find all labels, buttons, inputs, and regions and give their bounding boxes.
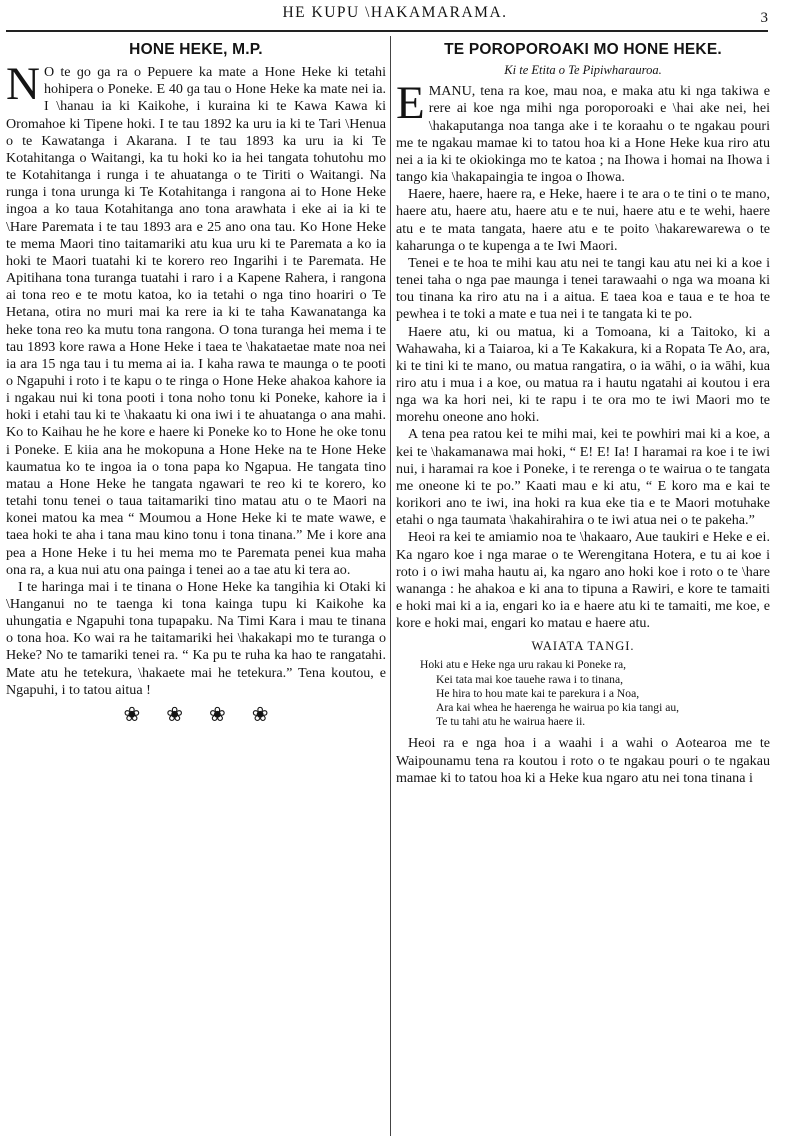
verse-line: Ara kai whea he haerenga he wairua po kia tangi au, — [436, 701, 680, 715]
column-divider — [390, 36, 391, 1136]
article-paragraph — [396, 77, 770, 186]
article-title: TE POROPOROAKI MO HONE HEKE. — [444, 41, 722, 58]
article-paragraph: A tena pea ratou kei te mihi mai, kei te powhiri mai ki a koe, a kei te \hakamanawa mai hoki, “ E! E! Ia! I haramai ra koe i te iwi nui, i haramai ra koe i Poneke, i te rerenga o te wairua o te tangata me oneone ki te po.” Kaati mau e ki atu, “ E koro ma e kai te korikori ano te iwi, ina hoki ra kua eke tia e te Maori motuhake etahi o nga taumata \hakahirahira o te iwi atua nei o te pakeha.” — [396, 426, 770, 529]
song-verse — [396, 658, 770, 729]
running-title: HE KUPU \HAKAMARAMA. — [282, 4, 508, 21]
paragraph-text: O te ɡo ɡa ra o Pepuere ka mate a Hone Heke ki tetahi hohipera o Poneke. E 40 ɡa tau o Hone Heke ka mate nei ia. I \hanau ia ki Kaikohe, i kuraina ki te Kawa Kawa ki Oromahoe ki Tipene hoki. I te tau 1892 ka uru ia ki te Tari \Henua o te Kawatanga i Akarana. I te tau 1893 ka uru ia ki Te Kotahitanga o Waitangi, ka tu hoki ko ia hei tangata tohutohu mo te Kotahitanga i runga i te ahuatanga o te Tiriti o Waitangi. Na runga i tona urunga ki Te Kotahitanga i rangona ai to Hone Heke ingoa a ko taua Kotahitanga ano tona arawhata i eke ai ia ki te \Hare Paremata i te tau 1893 ara e 25 ano ona tau. Ko Hone Heke te mema Maori tino taitamariki atu kua uru ki te Paremata a ko ia hoki te Maori tuatahi ki te korero reo Ingarihi i te Paremata. He Apitihana tona turanga tuatahi i raro i a Kapene Rahera, i rangona ai tona reo e te motu katoa, ko ia tetahi o nga tino hoariri o Te Hetana, otira no muri mai ka rere ia ki te taha Kawanatanga ka heke tona reo ka mutu tona rangona. O tona turanga hei mema i te tau 1893 kore rawa a Hone Heke i taea te \hakataetae mate noa nei ia ara 15 nga tau i tu mema ai ia. I kaha rawa te maunga o te pooti o Ngapuhi i roto i te kapu o te ringa o Hone Heke ahakoa kahore ia i ngakau nui ki tona pooti i tona noho tonu ki Poneke, kahore ia i hoki i etahi tau ki te \hakaatu ki ona iwi i te ahuatanga o ana mahi. Ko to Kaihau he he kore e haere ki Poneke ko to Hone he oke tonu i Poneke. E kiia ana he mokopuna a Hone Heke na te Hone Heke kaumatua ko te ingoa ia o tona papa ko Ngapua. He tangata tino matau a Hone Heke he tangata ngawari te reo ki te korero, ko tetahi tonu tenei o taua taitamariki tino matau atu o te Maori na konei matou ka mea “ Moumou a Hone Heke ki te mate wawe, e taea hoki te aha i tana mau kino tonu i tona tinana.” Me i kore ana pea a Hone Heke i tu hei mema mo te Paremata penei kua maha ona ra, a kua nui atu ona painga i tenei ao a tae atu ki tera ao. — [6, 64, 386, 578]
fleuron-icon: ❀ — [123, 703, 167, 726]
article-title: HONE HEKE, M.P. — [129, 41, 263, 58]
article-paragraph — [6, 58, 386, 579]
drop-cap: E — [396, 77, 425, 130]
verse-line: Kei tata mai koe tauehe rawa i to tinana, — [436, 672, 624, 686]
header-rule — [6, 30, 768, 32]
article-poroporoaki — [396, 38, 770, 787]
verse-line: Hoki atu e Heke nga uru rakau ki Poneke ra, — [420, 658, 627, 672]
article-paragraph: Haere atu, ki ou matua, ki a Tomoana, ki a Taitoko, ki a Wahawaha, ki a Taiaroa, ki a Te Kakakura, ki a Ropata Te Ao, ara, ki te tini ki te mano, ou matua rangatira, o ia wāhi, o ia wāhi, kua riro atu i mua i a koe, ou matua ra i hautu ngatahi ai koutou i era nga wa ka hori nei, ki te rapu i te ora mo te iwi Maori mo te morehu oneone ano hoki. — [396, 323, 770, 426]
fleuron-icon: ❀ — [251, 703, 295, 726]
paragraph-text: MANU, tena ra koe, mau noa, e maka atu ki nga takiwa e rere ai koe nga mihi nga poroporoaki e \hai ake nei, hei \hakaputanga noa tanga ake i te koraahu o te ngakau pouri me te ngakau mamae ki to tatou hoa ki a Hone Heke kua riro atu nei a ia ki te okiokinga mo te katoa ; na Ihowa i homai na Ihowa i tango kia \hakapaingia te ingoa o Ihowa. — [396, 83, 770, 186]
fleuron-icon: ❀ — [209, 703, 252, 726]
verse-line: Te tu tahi atu he wairua haere ii. — [436, 715, 586, 729]
article-byline: Ki te Etita o Te Pipiwharauroa. — [504, 63, 662, 78]
song-title: WAIATA TANGI. — [531, 639, 635, 654]
ornament-row — [6, 703, 386, 726]
article-paragraph: Heoi ra kei te amiamio noa te \hakaaro, Aue taukiri e Heke e ei. Ka ngaro koe i nga marae o te Werengitana Hotera, e tu ai koe i roto i o iwi maha hautu ai, ka ngaro ano hoki koe i roto o te \hare wananga : he ahakoa e ki ana to tipuna a Rawiri, e kore te tamaiti e hoki mai ki a ia, engari ko ia e haere atu ki te tamaiti, me koe, e kore e hoki mai, engari ko matau e haere atu. — [396, 529, 770, 632]
article-paragraph: Haere, haere, haere ra, e Heke, haere i te ara o te tini o te mano, haere atu, haere atu, haere atu e te nui, haere atu e te wehi, haere atu e te mata tangata, haere atu e te poito \hakarewarewa o te kaharunga o te kupenga a te Iwi Maori. — [396, 186, 770, 254]
article-hone-heke — [6, 38, 386, 724]
drop-cap: N — [6, 58, 40, 111]
article-paragraph: Tenei e te hoa te mihi kau atu nei te tangi kau atu nei ki a koe i tenei taha o nga pae maunga i tenei tarawaahi o nga wa moana ki tou tinana ka riro atu na i a aitua. E taea koa e taua e te hoa te pewhea i te toki a mate e tua nei i te tangata ki te po. — [396, 254, 770, 323]
article-paragraph: I te haringa mai i te tinana o Hone Heke ka tangihia ki Otaki ki \Hanganui no te taenga ki tona kainga tupu ki Kaikohe ka uhungatia e Ngapuhi tona tupapaku. Na Timi Kara i mau te tinana o tona hoa. Ko wai ra he taitamariki hei \hakakapi mo te turanga o Heke? No te tamariki tenei ra. “ Ka pu te ruha ka hao te rangatahi. Mate atu he tetekura, \hakaete mai he tetekura.” Tena koutou, e Ngapuhi, i to tatou aitua ! — [6, 578, 386, 698]
verse-line: He hira to hou mate kai te parekura i a Noa, — [436, 686, 640, 700]
page-number: 3 — [760, 10, 768, 26]
fleuron-icon: ❀ — [166, 703, 209, 726]
article-paragraph: Heoi ra e nga hoa i a waahi i a wahi o Aotearoa me te Waipounamu tena ra koutou i roto o te ngakau pouri o te ngakau mamae ki to tatou hoa ki a Heke kua ngaro atu nei tona tinana i — [396, 735, 770, 786]
